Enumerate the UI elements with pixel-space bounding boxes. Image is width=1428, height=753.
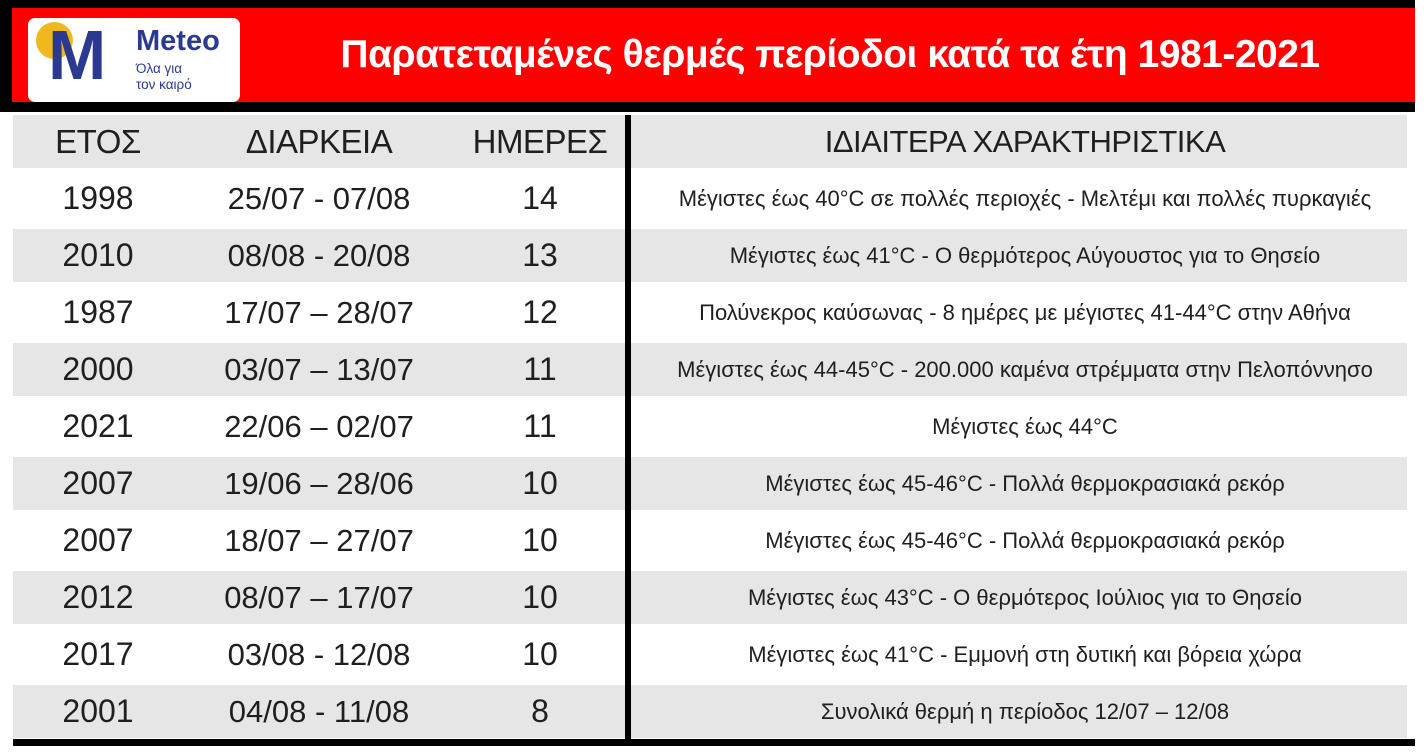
days-cell: 10 [522, 579, 558, 615]
year-cell: 2017 [62, 636, 134, 672]
meteo-monogram-icon: M [48, 16, 105, 94]
banner-red-area [12, 8, 1415, 102]
duration-cell: 22/06 – 02/07 [224, 408, 414, 444]
duration-cell: 03/07 – 13/07 [224, 351, 414, 387]
characteristics-cell: Πολύνεκρος καύσωνας - 8 ημέρες με μέγιστες 41-44°C στην Αθήνα [699, 299, 1351, 325]
days-cell: 12 [522, 294, 558, 330]
days-cell: 10 [522, 636, 558, 672]
table-row [13, 229, 1407, 282]
duration-cell: 08/08 - 20/08 [227, 237, 411, 273]
table-row [13, 343, 1407, 396]
table-row [13, 685, 1407, 738]
year-cell: 2007 [62, 465, 134, 501]
days-cell: 11 [523, 408, 557, 444]
table-row [13, 514, 1407, 567]
days-cell: 8 [531, 693, 549, 729]
column-divider-rule [625, 115, 631, 746]
characteristics-cell: Μέγιστες έως 45-46°C - Πολλά θερμοκρασιακά ρεκόρ [765, 527, 1285, 553]
characteristics-cell: Μέγιστες έως 44-45°C - 200.000 καμένα στρέμματα στην Πελοπόννησο [677, 356, 1373, 382]
heatwave-table [13, 115, 1407, 742]
column-header-duration: ΔΙΑΡΚΕΙΑ [245, 122, 393, 160]
column-header-characteristics: ΙΔΙΑΙΤΕΡΑ ΧΑΡΑΚΤΗΡΙΣΤΙΚΑ [824, 123, 1226, 159]
meteo-logo [28, 18, 240, 102]
brand-name: Meteo [136, 24, 220, 57]
table-row [13, 400, 1407, 453]
days-cell: 13 [522, 237, 558, 273]
table-row [13, 172, 1407, 225]
days-cell: 10 [522, 465, 558, 501]
page-title: Παρατεταμένες θερμές περίοδοι κατά τα έτη 1981-2021 [340, 33, 1320, 76]
logo-text [136, 24, 220, 93]
table-row [13, 457, 1407, 510]
table-row [13, 628, 1407, 681]
characteristics-cell: Συνολικά θερμή η περίοδος 12/07 – 12/08 [820, 698, 1230, 724]
duration-cell: 08/07 – 17/07 [224, 579, 414, 615]
table-rows [13, 172, 1407, 738]
column-header-days: ΗΜΕΡΕΣ [472, 122, 608, 160]
days-cell: 10 [522, 522, 558, 558]
duration-cell: 25/07 - 07/08 [227, 180, 411, 216]
characteristics-cell: Μέγιστες έως 45-46°C - Πολλά θερμοκρασιακά ρεκόρ [765, 470, 1285, 496]
table-row [13, 286, 1407, 339]
table-header-row [13, 115, 1407, 168]
table-bottom-rule [13, 739, 1415, 746]
duration-cell: 03/08 - 12/08 [227, 636, 411, 672]
duration-cell: 17/07 – 28/07 [224, 294, 414, 330]
characteristics-cell: Μέγιστες έως 40°C σε πολλές περιοχές - Μελτέμι και πολλές πυρκαγιές [678, 185, 1372, 211]
year-cell: 2001 [62, 693, 134, 729]
duration-cell: 04/08 - 11/08 [228, 693, 410, 729]
characteristics-cell: Μέγιστες έως 44°C [932, 413, 1118, 439]
year-cell: 2021 [62, 408, 134, 444]
duration-cell: 19/06 – 28/06 [224, 465, 414, 501]
year-cell: 2007 [62, 522, 134, 558]
year-cell: 2000 [62, 351, 134, 387]
year-cell: 1998 [62, 180, 134, 216]
brand-tagline [136, 61, 220, 93]
days-cell: 14 [522, 180, 558, 216]
year-cell: 1987 [62, 294, 134, 330]
year-cell: 2010 [62, 237, 134, 273]
meteo-logo-mark [42, 16, 124, 94]
tagline-line1: Όλα για [136, 60, 183, 76]
year-cell: 2012 [62, 579, 134, 615]
tagline-line2: τον καιρό [136, 77, 192, 92]
characteristics-cell: Μέγιστες έως 41°C - Ο θερμότερος Αύγουστος για το Θησείο [729, 242, 1321, 268]
column-header-year: ΕΤΟΣ [55, 122, 141, 160]
table-row [13, 571, 1407, 624]
duration-cell: 18/07 – 27/07 [224, 522, 414, 558]
characteristics-cell: Μέγιστες έως 41°C - Εμμονή στη δυτική και βόρεια χώρα [748, 641, 1302, 667]
characteristics-cell: Μέγιστες έως 43°C - Ο θερμότερος Ιούλιος για το Θησείο [747, 584, 1303, 610]
days-cell: 11 [523, 351, 557, 387]
header-banner [0, 0, 1415, 112]
